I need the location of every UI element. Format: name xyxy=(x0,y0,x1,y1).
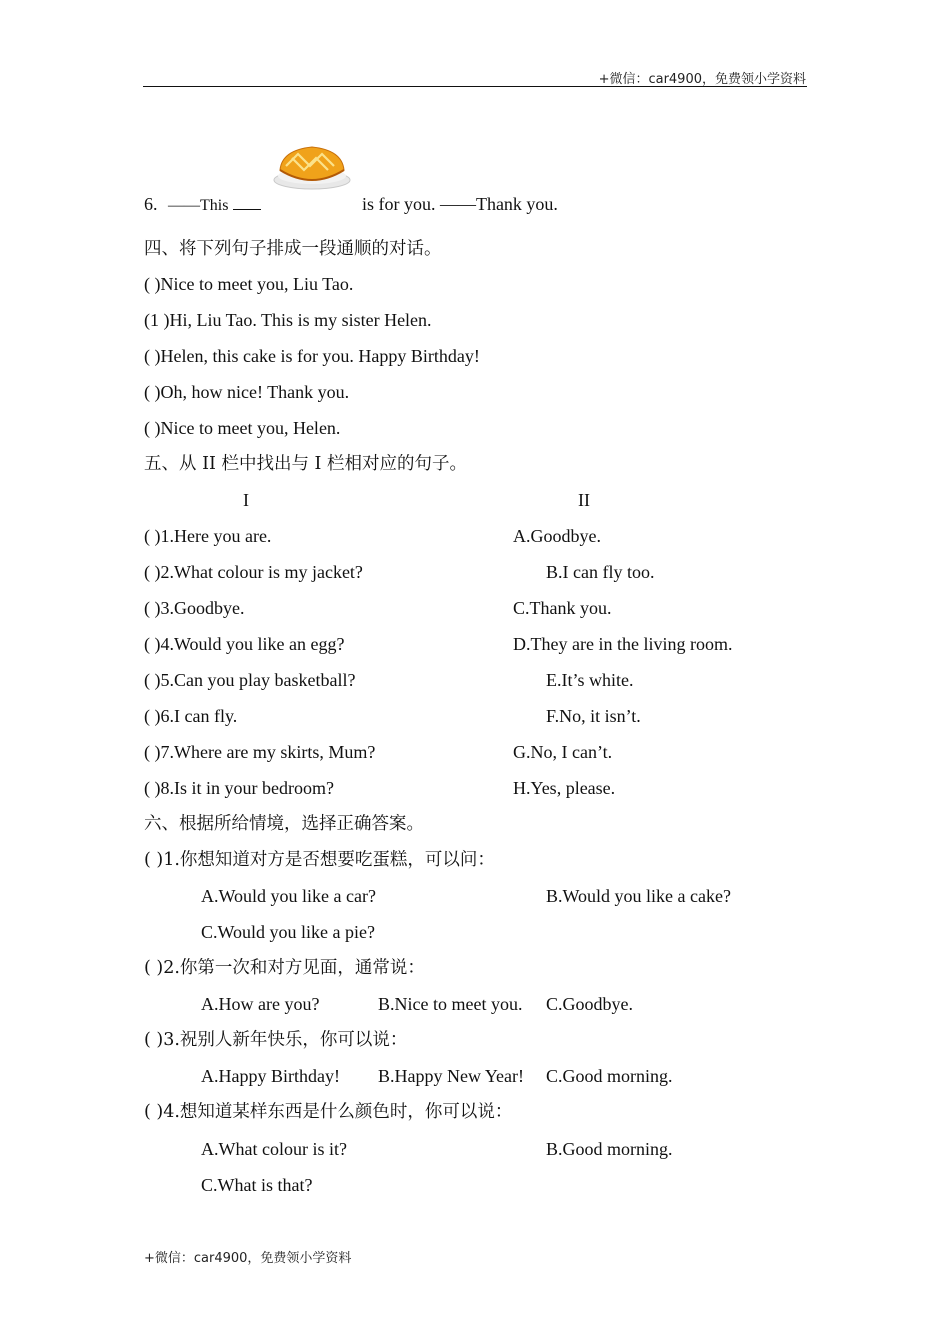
sec6-q4-stem: ( )4.想知道某样东西是什么颜色时，你可以说： xyxy=(144,1102,513,1122)
sec4-item: (1 )Hi, Liu Tao. This is my sister Helen. xyxy=(144,310,432,330)
q6-blank xyxy=(233,194,261,210)
pie-icon xyxy=(272,140,352,192)
sec6-q3-option-c: C.Good morning. xyxy=(546,1066,673,1086)
match-left-item: ( )5.Can you play basketball? xyxy=(144,670,356,690)
sec6-q4-option-c: C.What is that? xyxy=(201,1175,313,1195)
sec6-q1-option-a: A.Would you like a car? xyxy=(201,886,376,906)
sec6-q1-option-b: B.Would you like a cake? xyxy=(546,886,731,906)
q6-line xyxy=(144,193,558,217)
header-rule xyxy=(143,86,807,87)
match-right-item: C.Thank you. xyxy=(513,598,612,618)
match-right-item: D.They are in the living room. xyxy=(513,634,733,654)
q6-number: 6. xyxy=(144,194,158,214)
sec5-col1-header: I xyxy=(243,490,249,510)
match-right-item: B.I can fly too. xyxy=(546,562,655,582)
q6-part1: ——This xyxy=(168,197,229,214)
sec6-q4-option-a: A.What colour is it? xyxy=(201,1139,347,1159)
sec6-q1-option-c: C.Would you like a pie? xyxy=(201,922,376,942)
sec6-q4-option-b: B.Good morning. xyxy=(546,1139,673,1159)
sec5-col2-header: II xyxy=(578,490,590,510)
match-left-item: ( )1.Here you are. xyxy=(144,526,272,546)
match-right-item: F.No, it isn’t. xyxy=(546,706,641,726)
header-text: +微信：car4900，免费领小学资料 xyxy=(598,72,806,87)
sec6-q3-option-a: A.Happy Birthday! xyxy=(201,1066,340,1086)
match-left-item: ( )6.I can fly. xyxy=(144,706,238,726)
sec6-q3-option-b: B.Happy New Year! xyxy=(378,1066,524,1086)
sec4-item: ( )Oh, how nice! Thank you. xyxy=(144,382,350,402)
match-left-item: ( )2.What colour is my jacket? xyxy=(144,562,363,582)
q6-part2: is for you. ——Thank you. xyxy=(361,194,558,214)
match-left-item: ( )3.Goodbye. xyxy=(144,598,245,618)
sec4-title: 四、将下列句子排成一段通顺的对话。 xyxy=(144,239,442,259)
footer-text: +微信：car4900，免费领小学资料 xyxy=(144,1251,352,1266)
sec6-q2-option-a: A.How are you? xyxy=(201,994,320,1014)
sec4-item: ( )Nice to meet you, Helen. xyxy=(144,418,341,438)
match-right-item: A.Goodbye. xyxy=(513,526,601,546)
sec5-title: 五、从 II 栏中找出与 I 栏相对应的句子。 xyxy=(144,454,467,474)
sec6-q1-stem: ( )1.你想知道对方是否想要吃蛋糕，可以问： xyxy=(144,850,495,870)
sec6-q3-stem: ( )3.祝别人新年快乐，你可以说： xyxy=(144,1030,408,1050)
sec6-title: 六、根据所给情境，选择正确答案。 xyxy=(144,814,424,834)
sec4-item: ( )Helen, this cake is for you. Happy Birthday! xyxy=(144,346,480,366)
match-right-item: G.No, I can’t. xyxy=(513,742,613,762)
match-left-item: ( )7.Where are my skirts, Mum? xyxy=(144,742,376,762)
sec6-q2-option-b: B.Nice to meet you. xyxy=(378,994,523,1014)
sec6-q2-option-c: C.Goodbye. xyxy=(546,994,633,1014)
match-left-item: ( )4.Would you like an egg? xyxy=(144,634,345,654)
sec4-item: ( )Nice to meet you, Liu Tao. xyxy=(144,274,354,294)
match-right-item: H.Yes, please. xyxy=(513,778,616,798)
sec6-q2-stem: ( )2.你第一次和对方见面，通常说： xyxy=(144,958,425,978)
match-left-item: ( )8.Is it in your bedroom? xyxy=(144,778,334,798)
match-right-item: E.It’s white. xyxy=(546,670,634,690)
